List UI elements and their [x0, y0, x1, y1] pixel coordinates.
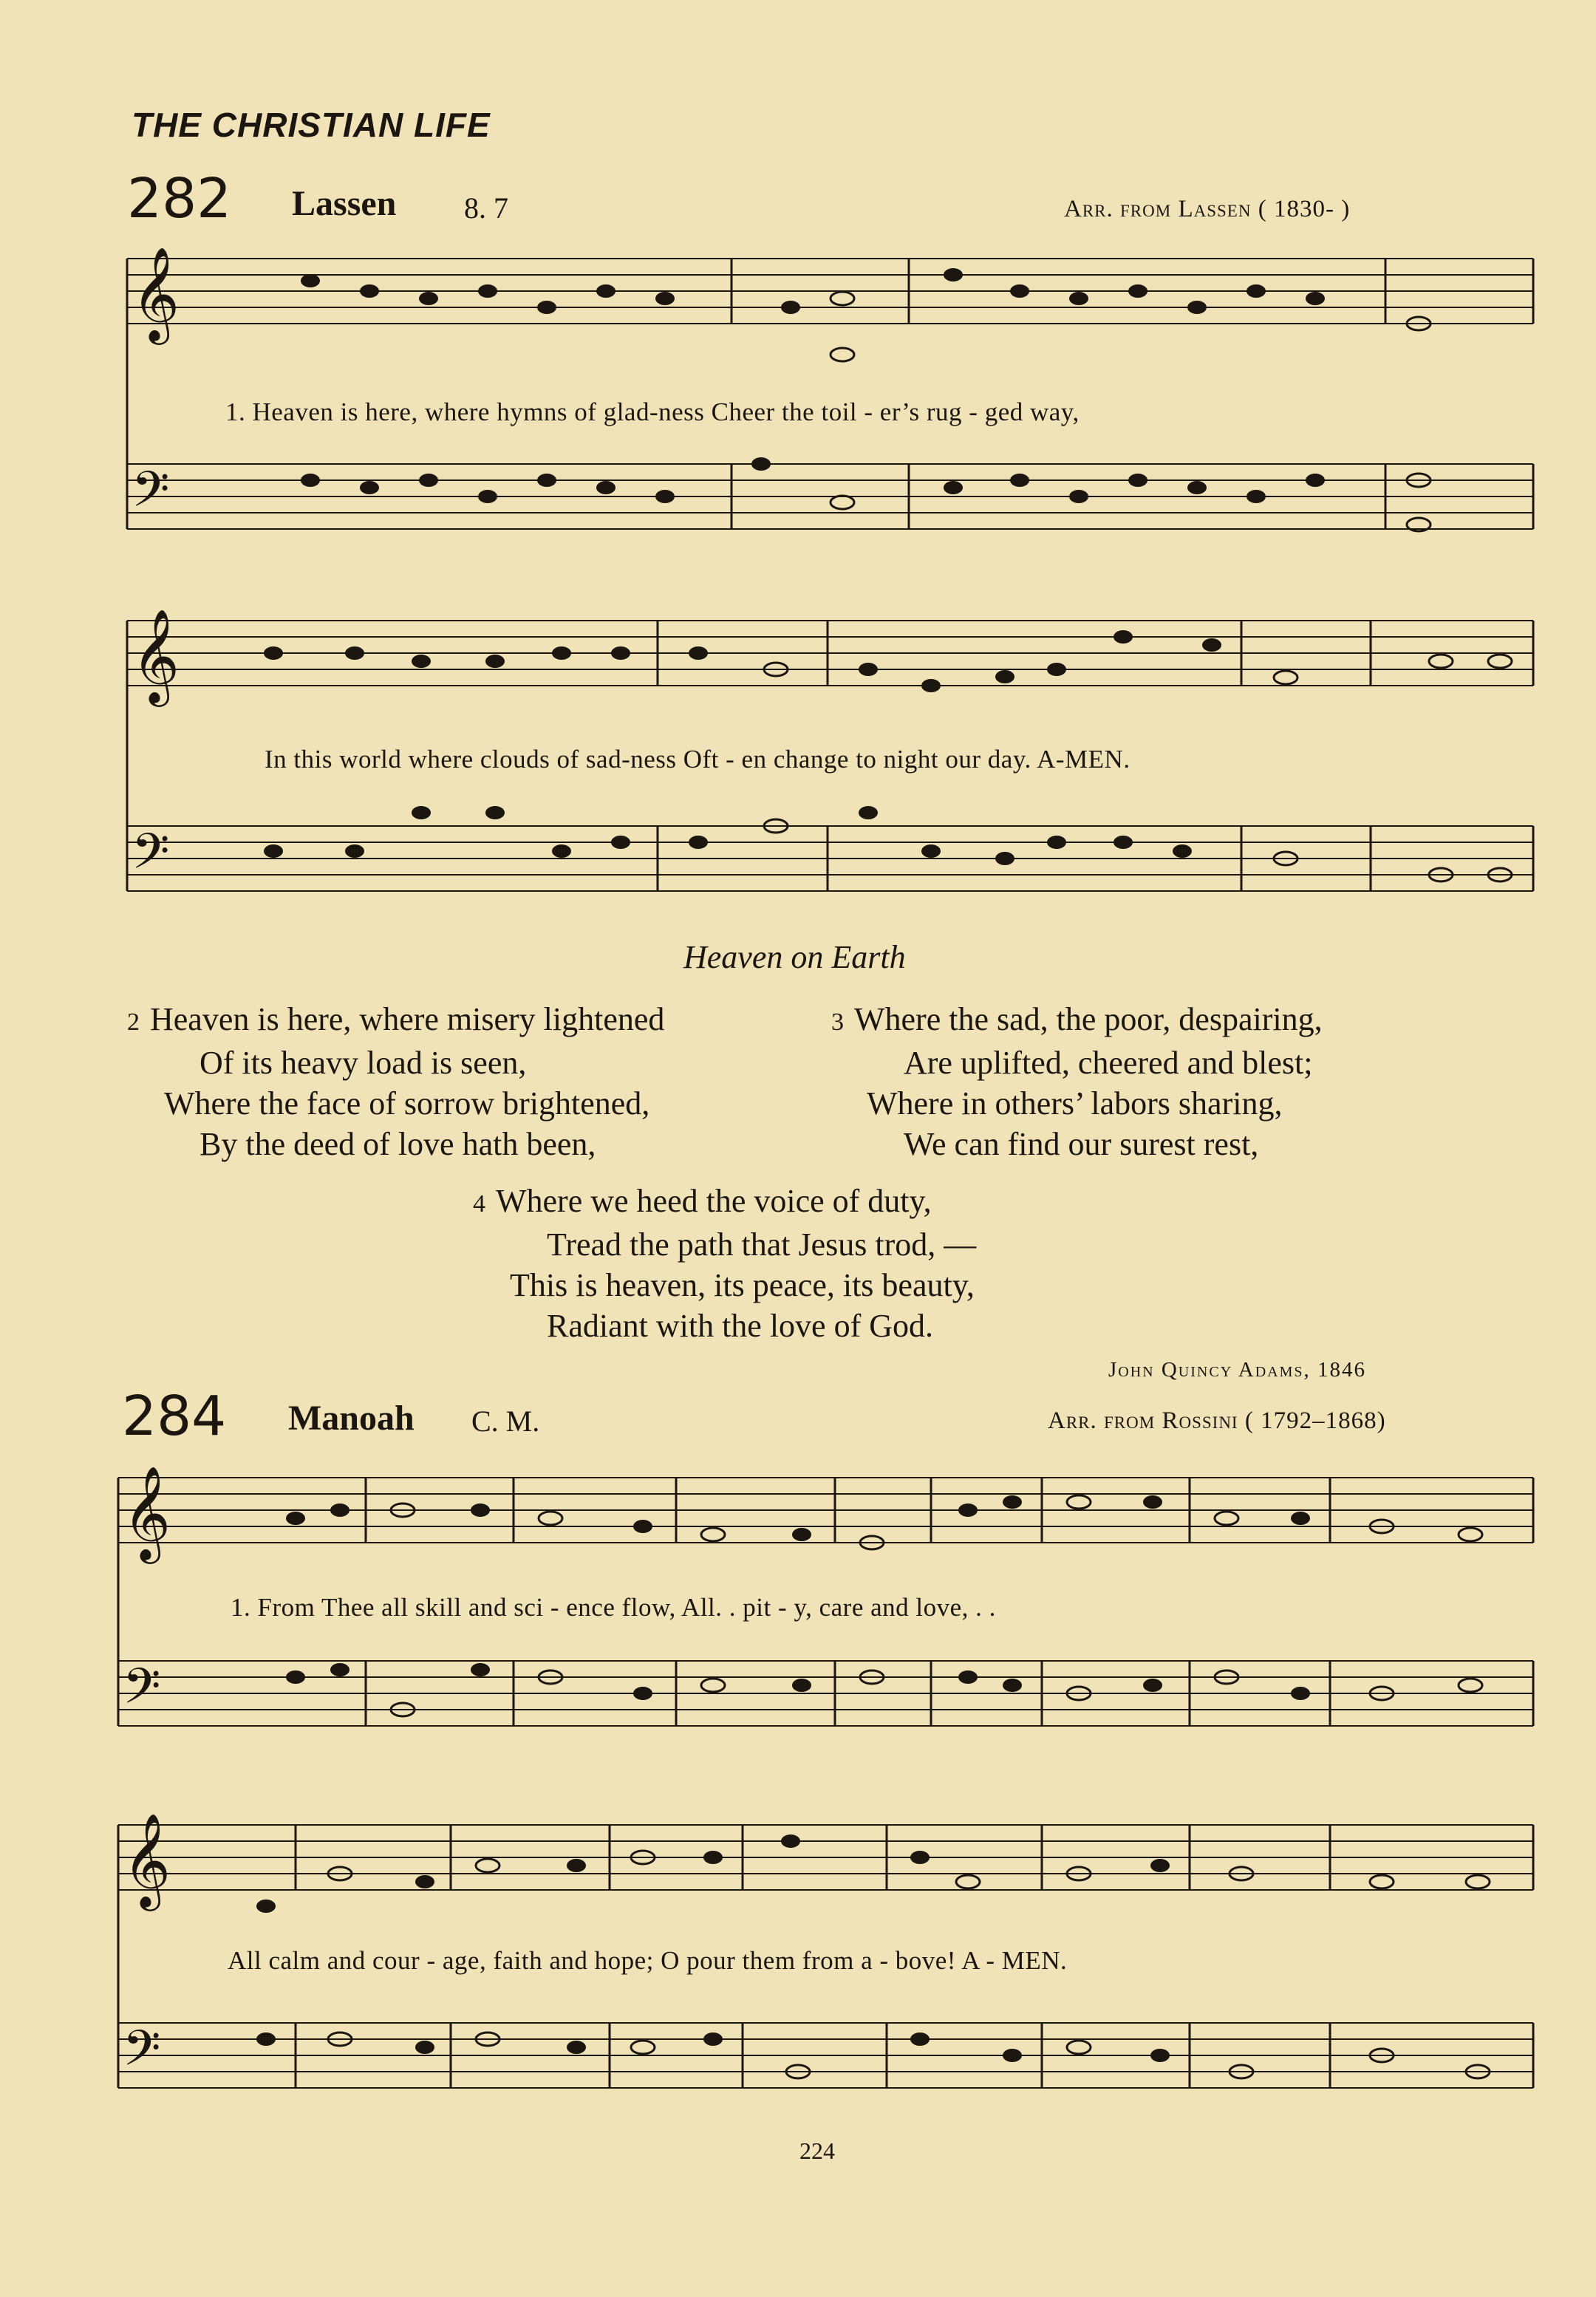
svg-text:𝄢: 𝄢	[132, 461, 170, 530]
stanza-number: 3	[831, 1008, 844, 1036]
svg-text:𝄞: 𝄞	[132, 608, 180, 703]
music-staff-system-4	[0, 1788, 1596, 2098]
lyrics-line: In this world where clouds of sad-ness Oft - en change to night our day. A-MEN.	[265, 745, 1130, 774]
hymn-number: 282	[127, 167, 232, 231]
author-credit: John Quincy Adams, 1846	[1108, 1358, 1367, 1382]
meter: 8. 7	[464, 191, 508, 225]
svg-text:𝄞: 𝄞	[132, 246, 180, 341]
lyrics-line: 1. Heaven is here, where hymns of glad-ness Cheer the toil - er’s rug - ged way,	[225, 397, 1080, 426]
stanza-number: 2	[127, 1008, 140, 1036]
stanza-line: Tread the path that Jesus trod, —	[547, 1226, 977, 1263]
hymn-subtitle: Heaven on Earth	[683, 939, 906, 975]
composer-credit: Arr. from Rossini ( 1792–1868)	[1048, 1407, 1386, 1434]
composer-credit: Arr. from Lassen ( 1830- )	[1064, 196, 1351, 222]
svg-text:𝄢: 𝄢	[132, 823, 170, 892]
stanza-line: This is heaven, its peace, its beauty,	[510, 1267, 975, 1303]
stanza-line: Of its heavy load is seen,	[200, 1045, 527, 1081]
stanza-2	[127, 999, 664, 1164]
stanza-line: Where the sad, the poor, despairing,	[854, 1001, 1323, 1037]
stanza-line: Where the face of sorrow brightened,	[164, 1085, 650, 1122]
lyrics-line: All calm and cour - age, faith and hope; O pour them from a - bove! A - MEN.	[228, 1946, 1068, 1975]
stanza-number: 4	[473, 1190, 485, 1218]
stanza-3	[831, 999, 1323, 1164]
svg-text:𝄢: 𝄢	[123, 2020, 161, 2089]
page-number: 224	[799, 2137, 835, 2164]
stanza-line: Where we heed the voice of duty,	[496, 1183, 932, 1219]
svg-text:𝄞: 𝄞	[123, 1465, 171, 1560]
section-title: THE CHRISTIAN LIFE	[132, 106, 491, 144]
stanza-line: Where in others’ labors sharing,	[867, 1085, 1283, 1122]
stanza-4	[473, 1181, 976, 1346]
stanza-line: By the deed of love hath been,	[200, 1126, 596, 1162]
stanza-line: Radiant with the love of God.	[547, 1308, 934, 1344]
tune-name: Lassen	[292, 184, 397, 223]
meter: C. M.	[471, 1405, 540, 1438]
stanza-line: Heaven is here, where misery lightened	[150, 1001, 665, 1037]
stanza-line: Are uplifted, cheered and blest;	[904, 1045, 1313, 1081]
stanza-line: We can find our surest rest,	[904, 1126, 1259, 1162]
lyrics-line: 1. From Thee all skill and sci - ence flow, All. . pit - y, care and love, . .	[231, 1593, 996, 1622]
hymn-number: 284	[122, 1385, 227, 1448]
svg-text:𝄢: 𝄢	[123, 1658, 161, 1727]
svg-text:𝄞: 𝄞	[123, 1812, 171, 1907]
tune-name: Manoah	[288, 1399, 415, 1438]
